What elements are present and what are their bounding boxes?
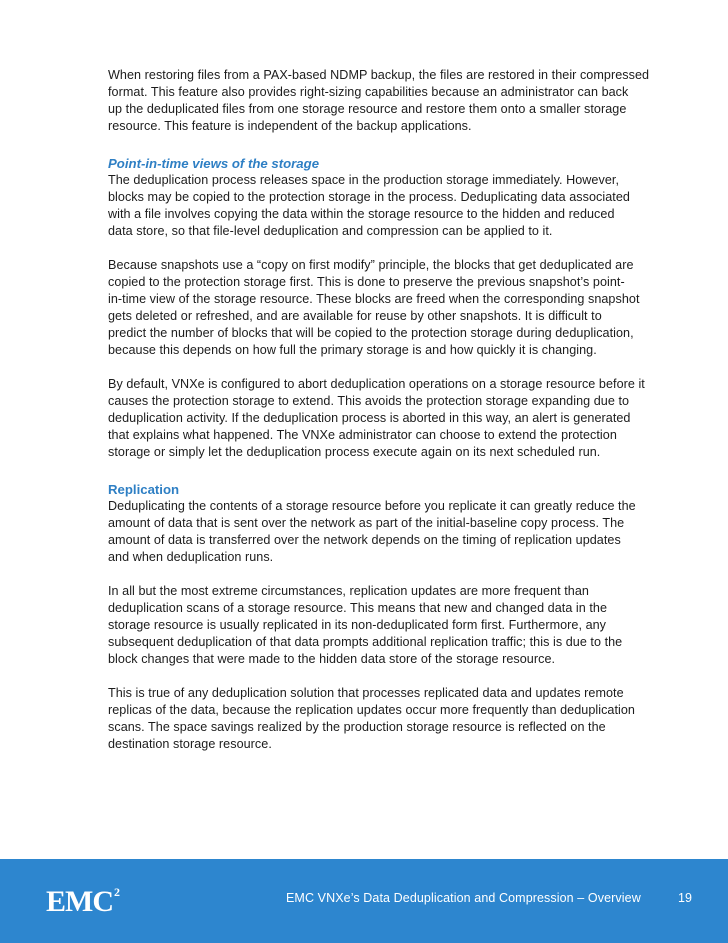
text-line: When restoring files from a PAX-based NDMP backup, the files are restored in their compressed (108, 68, 650, 82)
text-line: because this depends on how full the primary storage is and how quickly it is changing. (108, 343, 597, 357)
text-line: The deduplication process releases space in the production storage immediately. However, (108, 173, 619, 187)
paragraph (108, 376, 694, 461)
text-line: scans. The space savings realized by the production storage resource is reflected on the (108, 720, 606, 734)
paragraph (108, 257, 694, 359)
text-line: In all but the most extreme circumstances, replication updates are more frequent than (108, 584, 589, 598)
text-line: data store, so that file-level deduplication and compression can be applied to it. (108, 224, 553, 238)
logo-text: EMC (46, 885, 113, 915)
section-heading-replication: Replication (108, 482, 180, 497)
text-line: and when deduplication runs. (108, 550, 274, 564)
text-line: copied to the protection storage first. This is done to preserve the previous snapshot’s point- (108, 275, 625, 289)
text-line: Because snapshots use a “copy on first modify” principle, the blocks that get deduplicated are (108, 258, 634, 272)
text-line: gets deleted or refreshed, and are available for reuse by other snapshots. It is difficult to (108, 309, 602, 323)
text-line: deduplication scans of a storage resource. This means that new and changed data in the (108, 601, 608, 615)
footer-document-title: EMC VNXe’s Data Deduplication and Compression – Overview (286, 891, 641, 905)
text-line: block changes that were made to the hidden data store of the storage resource. (108, 652, 556, 666)
text-line: predict the number of blocks that will be copied to the protection storage during deduplication, (108, 326, 634, 340)
intro-paragraph (108, 67, 694, 135)
text-line: replicas of the data, because the replication updates occur more frequently than deduplication (108, 703, 635, 717)
text-line: in-time view of the storage resource. These blocks are freed when the corresponding snapshot (108, 292, 640, 306)
text-line: By default, VNXe is configured to abort deduplication operations on a storage resource before it (108, 377, 645, 391)
text-line: up the deduplicated files from one storage resource and restore them onto a smaller storage (108, 102, 627, 116)
text-line: that explains what happened. The VNXe administrator can choose to extend the protection (108, 428, 617, 442)
page-number: 19 (678, 891, 692, 905)
text-line: destination storage resource. (108, 737, 272, 751)
text-line: format. This feature also provides right-sizing capabilities because an administrator can back (108, 85, 629, 99)
paragraph (108, 498, 694, 566)
document-body (108, 67, 694, 753)
text-line: amount of data is transferred over the network depends on the timing of replication updates (108, 533, 621, 547)
paragraph (108, 583, 694, 668)
text-line: Deduplicating the contents of a storage resource before you replicate it can greatly reduce the (108, 499, 636, 513)
text-line: with a file involves copying the data within the storage resource to the hidden and reduced (108, 207, 615, 221)
page-footer (0, 859, 728, 943)
text-line: subsequent deduplication of that data prompts additional replication traffic; this is due to the (108, 635, 623, 649)
text-line: deduplication activity. If the deduplication process is aborted in this way, an alert is generated (108, 411, 631, 425)
text-line: amount of data that is sent over the network as part of the initial-baseline copy process. The (108, 516, 625, 530)
paragraph (108, 685, 694, 753)
text-line: causes the protection storage to extend. This avoids the protection storage expanding due to (108, 394, 630, 408)
text-line: blocks may be copied to the protection storage in the process. Deduplicating data associated (108, 190, 630, 204)
text-line: storage resource is usually replicated in its non-deduplicated form first. Furthermore, any (108, 618, 607, 632)
emc-logo (46, 885, 126, 915)
text-line: storage or simply let the deduplication process execute again on its next scheduled run. (108, 445, 601, 459)
paragraph (108, 172, 694, 240)
text-line: This is true of any deduplication solution that processes replicated data and updates remote (108, 686, 624, 700)
section-heading-point-in-time: Point-in-time views of the storage (108, 156, 320, 171)
text-line: resource. This feature is independent of the backup applications. (108, 119, 472, 133)
logo-superscript: 2 (114, 885, 120, 899)
